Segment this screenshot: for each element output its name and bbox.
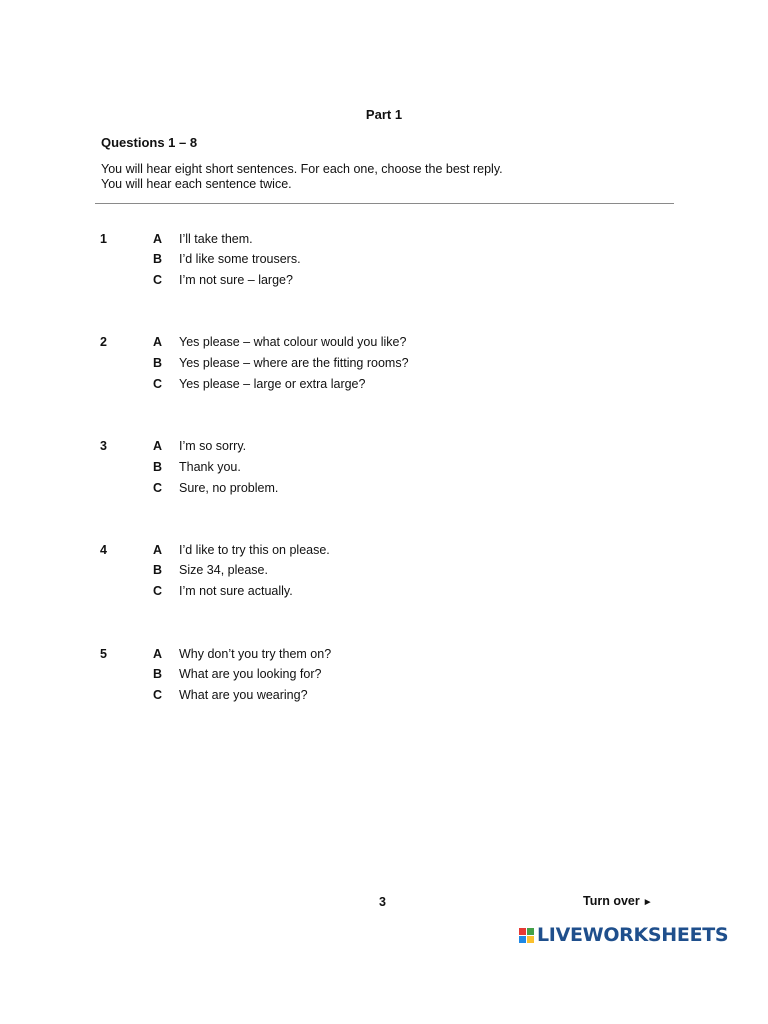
option-letter: C — [153, 377, 163, 391]
question-number: 3 — [100, 439, 107, 453]
instruction-line-2: You will hear each sentence twice. — [101, 177, 292, 191]
section-divider — [95, 203, 674, 204]
option-letter: C — [153, 481, 163, 495]
option-text[interactable]: Yes please – where are the fitting rooms? — [179, 356, 409, 370]
option-letter: A — [153, 647, 163, 661]
option-letter: A — [153, 439, 163, 453]
part-title: Part 1 — [365, 107, 403, 122]
instruction-line-1: You will hear eight short sentences. For each one, choose the best reply. — [101, 162, 503, 176]
option-letter: C — [153, 584, 163, 598]
question-number: 2 — [100, 335, 107, 349]
option-text[interactable]: I’m so sorry. — [179, 439, 247, 453]
option-letter: B — [153, 356, 163, 370]
turn-over-text: Turn over — [583, 894, 640, 908]
option-letter: A — [153, 232, 163, 246]
option-letter: B — [153, 252, 163, 266]
logo-block — [519, 936, 526, 943]
option-text[interactable]: Thank you. — [179, 460, 241, 474]
option-text[interactable]: Sure, no problem. — [179, 481, 279, 495]
option-letter: B — [153, 667, 163, 681]
option-letter: B — [153, 460, 163, 474]
option-text[interactable]: Why don’t you try them on? — [179, 647, 332, 661]
option-text[interactable]: Yes please – large or extra large? — [179, 377, 366, 391]
option-text[interactable]: Size 34, please. — [179, 563, 268, 577]
option-text[interactable]: I’ll take them. — [179, 232, 253, 246]
question-number: 1 — [100, 232, 107, 246]
logo-block — [527, 928, 534, 935]
option-text[interactable]: What are you wearing? — [179, 688, 308, 702]
logo-block — [527, 936, 534, 943]
liveworksheets-logo — [519, 924, 728, 946]
turn-over-label — [583, 894, 653, 908]
logo-blocks-icon — [519, 928, 534, 943]
option-letter: B — [153, 563, 163, 577]
question-number: 4 — [100, 543, 107, 557]
option-text[interactable]: I’m not sure – large? — [179, 273, 293, 287]
option-letter: C — [153, 273, 163, 287]
question-number: 5 — [100, 647, 107, 661]
option-letter: A — [153, 543, 163, 557]
logo-block — [519, 928, 526, 935]
option-text[interactable]: What are you looking for? — [179, 667, 322, 681]
option-text[interactable]: I’m not sure actually. — [179, 584, 293, 598]
option-letter: C — [153, 688, 163, 702]
logo-text: LIVEWORKSHEETS — [537, 924, 729, 946]
questions-range-heading: Questions 1 – 8 — [101, 135, 198, 150]
option-text[interactable]: I’d like to try this on please. — [179, 543, 330, 557]
option-text[interactable]: Yes please – what colour would you like? — [179, 335, 407, 349]
option-letter: A — [153, 335, 163, 349]
right-triangle-icon: ► — [642, 897, 653, 908]
page-number: 3 — [379, 895, 386, 909]
option-text[interactable]: I’d like some trousers. — [179, 252, 301, 266]
